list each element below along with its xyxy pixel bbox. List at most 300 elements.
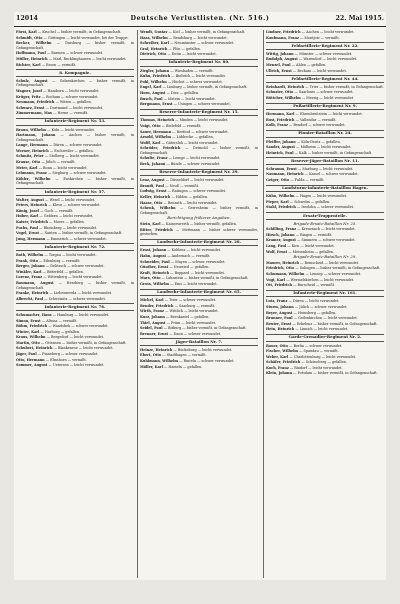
soldier-name: Kraus, Wilhelm: [16, 335, 46, 340]
soldier-name: Vogt, Karl: [266, 277, 286, 282]
casualty-entry: [140, 222, 258, 227]
casualty-entry: [140, 309, 258, 314]
casualty-entry: [140, 365, 258, 370]
casualty-entry: [266, 355, 384, 360]
soldier-name: Schwarz, Ernst: [16, 105, 45, 110]
casualty-entry: [16, 259, 134, 264]
casualty-status: — Bochum — schwer verwundet.: [41, 94, 99, 99]
casualty-entry: [140, 146, 258, 155]
soldier-name: Graf, Heinrich: [140, 46, 168, 51]
soldier-name: Becker, Wilhelm: [16, 41, 52, 46]
soldier-name: Meier, Karl: [16, 165, 38, 170]
casualty-entry: [16, 226, 134, 231]
casualty-entry: [16, 89, 134, 94]
casualty-entry: [16, 270, 134, 275]
casualty-entry: [16, 198, 134, 203]
casualty-entry: [16, 30, 134, 35]
section-heading: Infanterie-Regiment Nr. 80.: [140, 59, 258, 67]
casualty-status: — Saarburg — vermißt.: [174, 303, 216, 308]
casualty-status: — Koblenz — leicht verwundet.: [167, 248, 222, 253]
soldier-name: Koch, Franz: [266, 365, 289, 370]
casualty-status: — Bergedorf — leicht verwundet.: [46, 335, 105, 340]
casualty-entry: [16, 324, 134, 329]
casualty-status: — Diez — gefallen.: [166, 90, 200, 95]
casualty-entry: [16, 95, 134, 100]
soldier-name: Hoffmann, Paul: [16, 51, 46, 56]
casualty-entry: [140, 321, 258, 326]
casualty-status: — Eilenburg — vermißt.: [38, 258, 81, 263]
casualty-entry: [16, 319, 134, 324]
casualty-entry: [266, 366, 384, 371]
casualty-status: — Kruchel — bisher vermißt, in Gefangenschaft.: [37, 30, 122, 34]
column-left: [16, 30, 134, 578]
casualty-entry: [16, 264, 134, 269]
casualty-status: — Elmshorn — vermißt.: [45, 357, 87, 362]
soldier-name: Peters, Heinrich: [16, 203, 48, 208]
casualty-entry: [266, 200, 384, 205]
soldier-name: Kolb, Franz: [266, 123, 288, 128]
casualty-status: — Neumünster — schwer verwundet.: [169, 41, 235, 46]
casualty-status: — Göttingen — leicht verwundet, bei der Truppe.: [43, 35, 129, 40]
casualty-status: — Wermelskirchen — leicht verwundet.: [286, 277, 355, 282]
casualty-status: — Herne — vermißt.: [53, 111, 89, 116]
soldier-name: Schuster, Otto: [266, 90, 294, 95]
soldier-name: Pfeiffer, Johann: [266, 139, 296, 144]
casualty-entry: [266, 261, 384, 266]
section-heading: Garde-Grenadier-Regiment Nr. 2.: [266, 334, 384, 342]
section-heading: Infanterie-Regiment Nr. 72.: [16, 243, 134, 251]
casualty-entry: [16, 352, 134, 357]
casualty-status: — Eutin — leicht verwundet.: [167, 52, 217, 57]
casualty-status: — Merzig — leicht verwundet.: [301, 95, 355, 100]
casualty-status: — Mülheim — leicht verwundet.: [296, 145, 352, 150]
casualty-status: — Liebenwerda — leicht verwundet.: [49, 291, 113, 296]
casualty-entry: [266, 96, 384, 101]
casualty-entry: [140, 91, 258, 96]
soldier-name: Schulte, Franz: [140, 156, 168, 161]
casualty-status: — Gütersloh — leicht verwundet.: [161, 140, 219, 145]
casualty-entry: [140, 41, 258, 46]
casualty-entry: [266, 344, 384, 349]
casualty-status: — Rheinberg — leicht verwundet.: [39, 225, 98, 230]
casualty-entry: [140, 141, 258, 146]
casualty-entry: [266, 311, 384, 316]
soldier-name: Lange, Hermann: [16, 143, 48, 148]
soldier-name: Ludwig, Ernst: [140, 189, 167, 194]
section-heading: Landsturm-Infanterie-Bataillon Hagen.: [266, 185, 384, 193]
soldier-name: Bender, Friedrich: [140, 303, 174, 308]
section-heading: Feldartillerie-Regiment Nr. 44.: [266, 75, 384, 83]
casualty-status: — Bitburg — bisher vermißt, in Gefangenschaft.: [163, 326, 247, 331]
casualty-status: — Düren — schwer verwundet.: [48, 143, 103, 148]
soldier-name: Klein, Johann: [266, 371, 292, 376]
casualty-entry: [140, 30, 258, 35]
casualty-entry: [140, 74, 258, 79]
casualty-entry: [140, 47, 258, 52]
casualty-status: — Marl, Recklinghausen — leicht verwundet.: [48, 56, 127, 61]
casualty-entry: [16, 133, 134, 142]
soldier-name: Ritter, Friedrich: [140, 227, 173, 232]
soldier-name: Wolff, Karl: [140, 140, 161, 145]
soldier-name: Kühn, Wilhelm: [266, 194, 295, 199]
casualty-status: — Ottensen — bisher vermißt, in Gefangenschaft.: [40, 340, 127, 345]
soldier-name: Möller, Karl: [140, 364, 163, 369]
casualty-status: — Minden — leicht verwundet.: [175, 118, 229, 123]
soldier-name: Thiel, August: [140, 320, 166, 325]
casualty-entry: [16, 358, 134, 363]
soldier-name: Rost, Friedrich: [266, 117, 295, 122]
soldier-name: Ernst, Johann: [140, 248, 167, 253]
casualty-status: — Kalk — bisher vermißt, in Gefangenschaft.: [294, 150, 373, 155]
casualty-entry: [266, 69, 384, 74]
soldier-name: Baumann, August: [16, 280, 54, 285]
soldier-name: Albrecht, Paul: [16, 296, 44, 301]
section-heading: Fußartillerie-Regiment Nr. 9.: [266, 103, 384, 111]
casualty-status: — Daun — schwer verwundet.: [169, 331, 222, 336]
casualty-status: — Simmern — schwer verwundet.: [297, 238, 356, 243]
casualty-entry: [16, 335, 134, 340]
soldier-name: Keller, Heinrich: [140, 195, 171, 200]
casualty-entry: [140, 315, 258, 320]
casualty-status: — Geilenkirchen — leicht verwundet.: [293, 316, 358, 321]
soldier-name: Jäger, Paul: [16, 352, 37, 357]
casualty-entry: [266, 299, 384, 304]
casualty-entry: [140, 265, 258, 270]
casualty-entry: [16, 79, 134, 88]
casualty-status: — Ahlen — gefallen.: [291, 62, 327, 67]
soldier-name: Wolf, Ernst: [266, 249, 288, 254]
casualty-status: — Saarlouis — schwer verwundet.: [294, 90, 354, 95]
soldier-name: Köhler, Wilhelm: [16, 176, 51, 181]
soldier-name: Ullrich, Ernst: [266, 68, 292, 73]
soldier-name: Voigt, Otto: [140, 123, 161, 128]
casualty-status: — Kleve — schwer verwundet.: [48, 203, 101, 208]
soldier-name: Gross, Wilhelm: [140, 281, 169, 286]
casualty-entry: [16, 111, 134, 116]
casualty-entry: [16, 160, 134, 165]
casualty-entry: [16, 220, 134, 225]
section-heading: Infanterie-Regiment Nr. 53.: [16, 118, 134, 126]
soldier-name: Arnold, Wilhelm: [140, 135, 171, 140]
casualty-status: — Barmen — schwer verwundet.: [46, 51, 104, 56]
casualty-status: — Wittenberg — leicht verwundet.: [43, 275, 103, 280]
soldier-name: Schmidt, Otto: [16, 35, 43, 40]
soldier-name: Kurz, Johann: [140, 314, 165, 319]
casualty-entry: [16, 177, 134, 186]
casualty-status: — Uetersen — leicht verwundet.: [48, 363, 105, 368]
soldier-name: Kraft, Heinrich: [140, 270, 170, 275]
soldier-name: Lenz, August: [140, 178, 165, 183]
casualty-entry: [140, 206, 258, 215]
casualty-status: — Harburg — gefallen.: [40, 329, 81, 334]
casualty-entry: [16, 209, 134, 214]
soldier-name: Schenk, Wilhelm: [140, 206, 176, 211]
casualty-status: — Andernach — vermißt.: [167, 253, 211, 258]
soldier-name: Sommer, August: [16, 363, 48, 368]
casualty-entry: [16, 363, 134, 368]
soldier-name: Stahl, Friedrich: [266, 205, 296, 210]
casualty-entry: [266, 238, 384, 243]
casualty-entry: [16, 341, 134, 346]
soldier-name: Bauer, Otto: [266, 343, 288, 348]
soldier-name: Jung, Hermann: [16, 236, 46, 241]
soldier-name: Huber, Karl: [16, 214, 39, 219]
casualty-status: — Moers — gefallen.: [49, 220, 85, 224]
casualty-entry: [16, 237, 134, 242]
casualty-entry: [140, 201, 258, 206]
casualty-entry: [266, 349, 384, 354]
casualty-entry: [140, 353, 258, 358]
soldier-name: Schreiber, Karl: [140, 41, 169, 46]
casualty-entry: [266, 36, 384, 41]
soldier-name: Ebert, Otto: [140, 353, 162, 358]
casualty-status: — Linnich — leicht verwundet.: [295, 327, 349, 332]
soldier-name: Stein, Karl: [140, 222, 161, 226]
casualty-entry: [266, 151, 384, 156]
issue-date: 22. Mai 1915.: [335, 15, 384, 22]
casualty-entry: [16, 41, 134, 50]
casualty-status: — Hameln — gefallen.: [163, 364, 203, 369]
casualty-status: — Biebrich — leicht verwundet.: [171, 74, 226, 79]
casualty-status: — Lennep — schwer verwundet.: [305, 271, 362, 276]
casualty-status: — Gelsenkirchen — bisher vermißt, in Gefangenschaft.: [16, 78, 134, 88]
casualty-status: — Hilden — gefallen.: [171, 195, 208, 200]
casualty-status: — Lahnstein — bisher vermißt, in Gefangenschaft.: [161, 276, 249, 281]
casualty-status: — Trier — schwer verwundet.: [164, 298, 217, 303]
soldier-name: Ott, Friedrich: [266, 283, 293, 288]
section-heading: Feldartillerie-Regiment Nr. 22.: [266, 42, 384, 50]
casualty-entry: [266, 172, 384, 177]
soldier-name: Winter, Karl: [16, 329, 40, 334]
casualty-entry: [16, 128, 134, 133]
soldier-name: Sauer, Hermann: [140, 129, 172, 134]
soldier-name: Fischer, Wilhelm: [266, 349, 299, 354]
section-heading: Reserve-Jäger-Bataillon Nr. 11.: [266, 157, 384, 165]
soldier-name: Kramer, August: [266, 238, 296, 243]
casualty-status: — Idstein — leicht verwundet.: [163, 96, 216, 101]
soldier-name: Wirth, Franz: [140, 309, 164, 314]
soldier-name: Günther, Ernst: [140, 265, 169, 270]
casualty-entry: [140, 156, 258, 161]
casualty-entry: [140, 195, 258, 200]
casualty-entry: [266, 57, 384, 62]
soldier-name: Friedrich, Otto: [266, 266, 295, 271]
casualty-entry: [140, 69, 258, 74]
soldier-name: Geiger, Otto: [266, 178, 290, 183]
soldier-name: Engel, Karl: [140, 85, 162, 90]
soldier-name: Schubert, Heinrich: [16, 346, 53, 351]
soldier-name: Winkler, Karl: [16, 269, 42, 274]
casualty-status: — Jülich — schwer verwundet.: [294, 304, 348, 309]
soldier-name: Sturm, Johann: [266, 304, 294, 309]
soldier-name: Ziegler, Johann: [140, 68, 170, 73]
section-heading: Landwehr-Infanterie-Regiment Nr. 65.: [140, 289, 258, 297]
casualty-entry: [266, 123, 384, 128]
casualty-status: — Limburg — bisher vermißt, in Gefangenschaft.: [162, 85, 248, 90]
casualty-entry: [140, 80, 258, 85]
casualty-entry: [140, 348, 258, 353]
casualty-entry: [16, 291, 134, 296]
casualty-entry: [266, 233, 384, 238]
section-heading: Landwehr-Infanterie-Regiment Nr. 28.: [140, 239, 258, 247]
casualty-status: — Pinneberg — schwer verwundet.: [37, 352, 99, 357]
casualty-entry: [140, 254, 258, 259]
casualty-entry: [140, 124, 258, 129]
casualty-entry: [266, 322, 384, 327]
soldier-name: Hahn, August: [140, 253, 167, 258]
casualty-entry: [16, 100, 134, 105]
soldier-name: Schröder, Friedrich: [140, 146, 181, 151]
casualty-status: — Altona — vermißt.: [41, 318, 78, 323]
casualty-status: — Jülich — vermißt.: [41, 160, 76, 165]
casualty-entry: [140, 228, 258, 237]
casualty-entry: [266, 194, 384, 199]
soldier-name: Schulz, August: [16, 78, 48, 83]
casualty-status: — Gerresheim — bisher vermißt, in Gefangenschaft.: [140, 206, 258, 215]
casualty-status: — Herford — schwer verwundet.: [172, 129, 229, 134]
casualty-entry: [16, 346, 134, 351]
casualty-status: — Schweinitz — schwer verwundet.: [44, 296, 106, 301]
casualty-entry: [140, 260, 258, 265]
soldier-name: Schumacher, Hans: [16, 312, 52, 317]
casualty-status: — Aachen — bisher vermißt, in Gefangenschaft.: [16, 133, 134, 142]
soldier-name: Müller, Heinrich: [16, 56, 48, 61]
soldier-name: Otto, Hermann: [16, 357, 45, 362]
soldier-name: Martin, Otto: [16, 340, 40, 345]
soldier-name: Vogel, Ernst: [16, 231, 40, 236]
casualty-entry: [140, 130, 258, 135]
casualty-status: — Hagen — leicht verwundet.: [295, 194, 348, 199]
casualty-entry: [16, 203, 134, 208]
casualty-entry: [266, 360, 384, 365]
casualty-status: — Münster — schwer verwundet.: [294, 51, 353, 56]
casualty-entry: [140, 178, 258, 183]
column-divider: [263, 30, 264, 578]
casualty-status: — Burscheid — vermißt.: [293, 283, 336, 288]
casualty-status: — Rendsburg — leicht verwundet.: [168, 35, 228, 40]
soldier-name: Pohl, Wilhelm: [140, 79, 167, 84]
casualty-entry: [140, 359, 258, 364]
soldier-name: Wendt, Gustav: [140, 30, 168, 34]
casualty-entry: [16, 154, 134, 159]
casualty-status: — Boppard — leicht verwundet.: [170, 270, 225, 275]
section-heading: Infanterie-Regiment Nr. 57.: [16, 188, 134, 196]
casualty-status: — Potsdam — bisher vermißt, in Gefangenschaft.: [293, 371, 378, 376]
section-heading: Ersatz-Truppenteile.: [266, 212, 384, 220]
casualty-entry: [140, 162, 258, 167]
casualty-status: — Wiesbaden — vermißt.: [170, 68, 214, 73]
soldier-name: Sander, August: [266, 145, 295, 150]
casualty-status: — Blankenese — leicht verwundet.: [53, 346, 114, 351]
soldier-name: Lehmann, Franz: [16, 171, 47, 176]
soldier-name: Hein, Heinrich: [266, 327, 295, 332]
soldier-name: Horn, August: [140, 90, 166, 95]
casualty-status: — Kaiserswerth — bisher vermißt, gefallen.: [161, 222, 237, 226]
casualty-status: — Duisburg — bisher vermißt, in Gefangenschaft.: [16, 41, 134, 50]
casualty-entry: [16, 36, 134, 41]
casualty-status: — Essen — vermißt.: [41, 62, 77, 67]
soldier-name: Lorenz, Franz: [16, 275, 43, 280]
soldier-name: Beyer, August: [266, 310, 293, 315]
casualty-status: — Siegburg — schwer verwundet.: [47, 171, 107, 176]
column-right: [266, 30, 384, 578]
page-number: 12014: [16, 15, 38, 22]
soldier-name: Reuter, Ernst: [266, 321, 292, 326]
casualty-status: — Düren — leicht verwundet.: [288, 299, 340, 304]
casualty-status: — Heinsberg — gefallen.: [293, 310, 337, 315]
casualty-status: — Ratingen — schwer verwundet.: [167, 189, 227, 194]
soldier-name: Kaiser, Friedrich: [16, 220, 48, 224]
soldier-name: Neumann, Friedrich: [16, 100, 55, 105]
casualty-status: — Goch — vermißt.: [40, 208, 74, 213]
soldier-name: Kuhlmann, Wilhelm: [140, 359, 178, 364]
casualty-status: — Bielefeld — vermißt.: [161, 123, 202, 128]
casualty-entry: [16, 51, 134, 56]
casualty-entry: [266, 140, 384, 145]
casualty-entry: [266, 371, 384, 376]
casualty-entry: [16, 253, 134, 258]
casualty-entry: [16, 330, 134, 335]
casualty-status: — Delitzsch — schwer verwundet.: [45, 264, 105, 269]
casualty-status: — Witten — gefallen.: [55, 100, 92, 105]
casualty-status: — Kreuznach — leicht verwundet.: [297, 227, 356, 232]
casualty-status: — Neuß — vermißt.: [165, 183, 200, 188]
casualty-entry: [266, 90, 384, 95]
casualty-status: — Beckum — leicht verwundet.: [292, 68, 347, 73]
soldier-name: Berger, Johann: [16, 264, 45, 269]
soldier-name: Böhm, Friedrich: [16, 324, 48, 329]
casualty-status: — Rinteln — schwer verwundet.: [179, 359, 235, 364]
casualty-entry: [16, 313, 134, 318]
soldier-name: Schäfer, Friedrich: [266, 360, 301, 365]
casualty-entry: [140, 36, 258, 41]
casualty-status: — Wandsbek — schwer verwundet.: [48, 324, 109, 329]
casualty-status: — Neuwied — gefallen.: [169, 265, 210, 270]
casualty-entry: [16, 166, 134, 171]
casualty-status: — Bingen — vermißt.: [295, 232, 333, 237]
casualty-entry: [266, 167, 384, 172]
soldier-name: Hermann, Karl: [266, 112, 295, 117]
soldier-name: Simon, Ernst: [16, 318, 41, 323]
soldier-name: Dietrich, Otto: [140, 52, 167, 57]
casualty-entry: [16, 106, 134, 111]
casualty-entry: [140, 282, 258, 287]
subsection-heading: Brigade-Ersatz-Bataillon Nr. 29.: [293, 254, 357, 260]
soldier-name: Schramm, Ernst: [266, 166, 297, 171]
casualty-status: — Lemgo — leicht verwundet.: [168, 156, 221, 161]
soldier-name: Schneider, Paul: [140, 259, 170, 264]
soldier-name: Kaufmann, Franz: [266, 35, 299, 40]
soldier-name: Pieper, Karl: [266, 199, 289, 204]
casualty-status: — Trier — bisher vermißt, in Gefangenschaft.: [305, 84, 384, 89]
casualty-status: — Schwelm — gefallen.: [289, 199, 331, 204]
casualty-status: — Ehrenbreitstein — leicht verwundet.: [295, 112, 363, 117]
soldier-name: Brunner, Paul: [266, 316, 293, 321]
soldier-name: Maurer, Heinrich: [266, 260, 299, 265]
casualty-status: — Iserlohn — schwer verwundet.: [296, 205, 355, 210]
soldier-name: Lutz, Franz: [266, 299, 288, 304]
soldier-name: Krüger, Fritz: [16, 94, 41, 99]
casualty-status: — Erkelenz — bisher vermißt, in Gefangenschaft.: [292, 321, 378, 326]
casualty-status: — Höchst — schwer verwundet.: [167, 79, 223, 84]
soldier-name: Wagner, Josef: [16, 88, 42, 93]
section-heading: Infanterie-Regiment Nr. 76.: [16, 303, 134, 311]
soldier-name: Reinhardt, Heinrich: [266, 84, 305, 89]
casualty-entry: [266, 178, 384, 183]
casualty-status: — Bendorf — schwer verwundet.: [288, 123, 346, 128]
casualty-entry: [16, 63, 134, 68]
casualty-status: — Warendorf — leicht verwundet.: [298, 57, 358, 62]
